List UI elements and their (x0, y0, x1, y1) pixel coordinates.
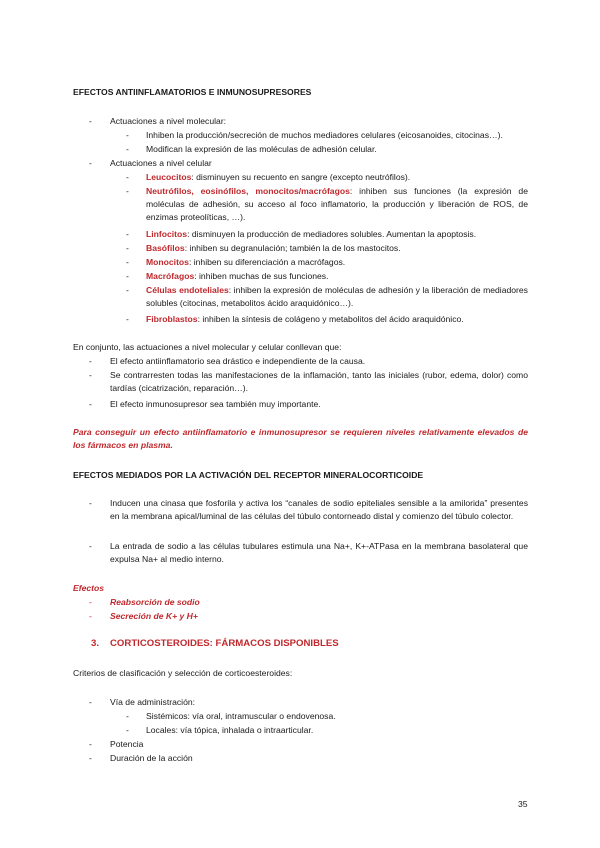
term-leucocitos: Leucocitos (146, 172, 192, 182)
criterios-intro: Criterios de clasificación y selección de corticoesteroides: (73, 668, 293, 678)
heading-mineralocorticoide: EFECTOS MEDIADOS POR LA ACTIVACIÓN DEL RECEPTOR MINERALOCORTICOIDE (73, 470, 424, 480)
cellular-label: Actuaciones a nivel celular (110, 158, 212, 168)
term-monocitos: Monocitos (146, 257, 189, 267)
term-neutrofilos: Neutrófilos, eosinófilos, monocitos/macrófagos (146, 186, 350, 196)
section-number: 3. (91, 638, 100, 649)
dash-marker: - (89, 116, 92, 126)
page-number: 35 (518, 799, 528, 809)
molecular-label: Actuaciones a nivel molecular: (110, 116, 227, 126)
efectos-label: Efectos (73, 583, 105, 593)
term-endoteliales: Células endoteliales (146, 285, 229, 295)
conjunto-intro: En conjunto, las actuaciones a nivel molecular y celular conllevan que: (73, 342, 342, 352)
term-macrofagos: Macrófagos (146, 271, 195, 281)
term-linfocitos: Linfocitos (146, 229, 188, 239)
term-basofilos: Basófilos (146, 243, 185, 253)
term-fibroblastos: Fibroblastos (146, 314, 198, 324)
heading-antiinflamatorios: EFECTOS ANTIINFLAMATORIOS E INMUNOSUPRESORES (73, 87, 312, 97)
section-title: CORTICOSTEROIDES: FÁRMACOS DISPONIBLES (110, 638, 339, 649)
highlight-note: Para conseguir un efecto antiinflamatorio e inmunosupresor se requieren niveles relativamente elevados de los fármacos en plasma. (73, 427, 528, 450)
